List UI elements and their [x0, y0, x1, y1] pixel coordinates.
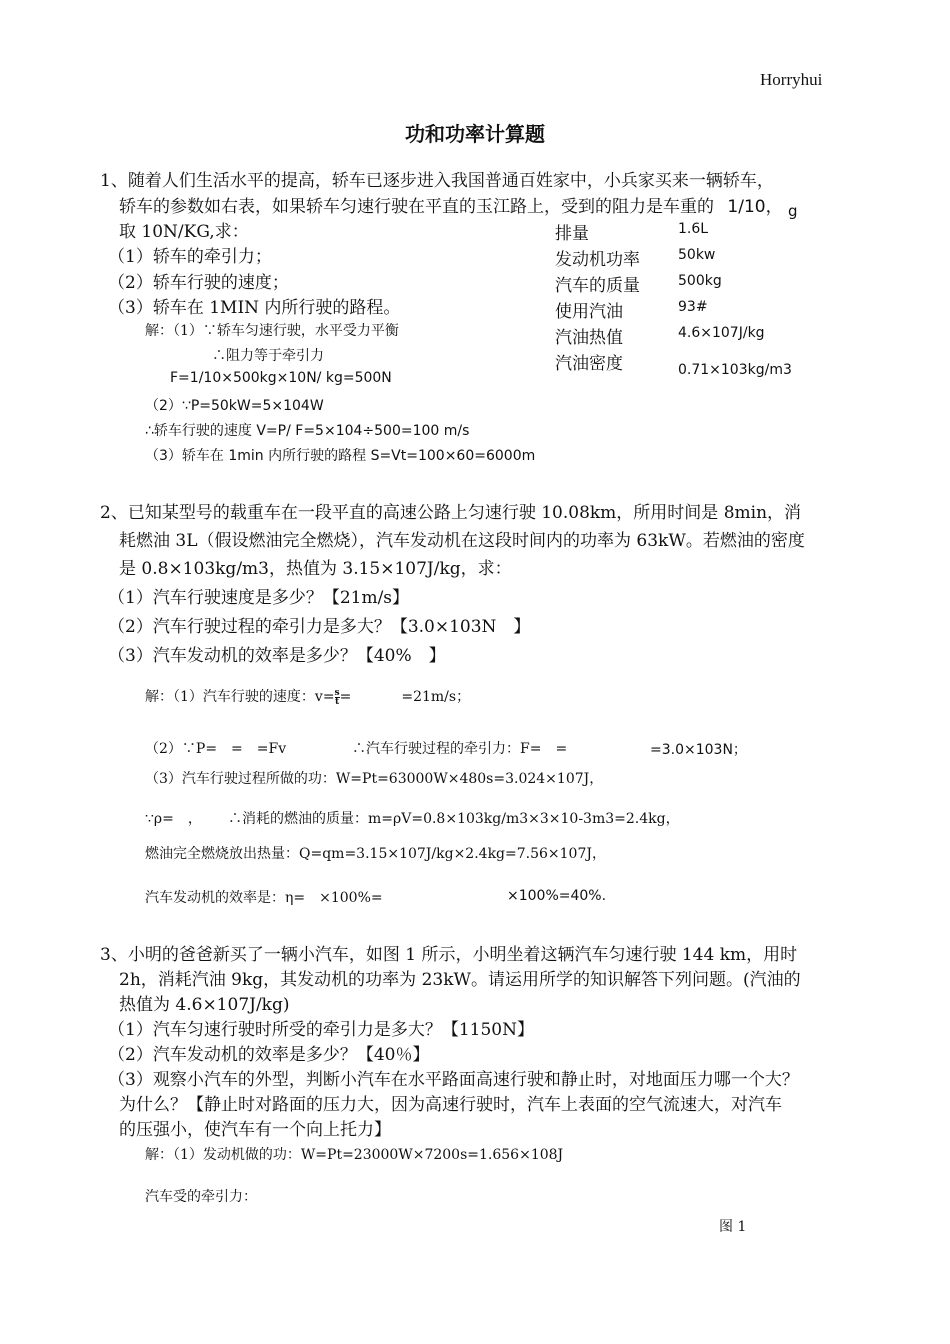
q3-sub-1: （1）汽车匀速行驶时所受的牵引力是多大？【1150N】: [108, 1020, 534, 1040]
q3-sub-3c: 的压强小，使汽车有一个向上托力】: [119, 1120, 391, 1140]
table-label: 汽车的质量: [555, 276, 640, 296]
figure-caption: 图 1: [719, 1219, 747, 1235]
q1-solution-5: ∴轿车行驶的速度 V=P/ F=5×104÷500=100 m/s: [145, 423, 470, 439]
table-label: 发动机功率: [555, 250, 640, 270]
q2-sub-3: （3）汽车发动机的效率是多少？【40% 】: [108, 646, 446, 666]
q1-line-2-text: 轿车的参数如右表，如果轿车匀速行驶在平直的玉江路上，受到的阻力是车重的: [119, 197, 714, 217]
q2-solution-1: [145, 686, 470, 706]
q1-line-3: 取 10N/KG,求：: [119, 222, 249, 242]
table-value: 93#: [678, 299, 708, 315]
table-label: 排量: [555, 224, 589, 244]
page-title: 功和功率计算题: [405, 122, 545, 146]
q3-solution-2: 汽车受的牵引力：: [145, 1189, 257, 1205]
q1-g: g: [788, 202, 798, 220]
q3-line-2: 2h，消耗汽油 9kg，其发动机的功率为 23kW。请运用所学的知识解答下列问题。(汽油的: [119, 970, 801, 990]
table-label: 汽油热值: [555, 328, 623, 348]
q2-line-3: 是 0.8×103kg/m3，热值为 3.15×107J/kg，求：: [119, 559, 512, 579]
q2-sol1-result: =21m/s；: [401, 689, 471, 705]
q1-sub-3: （3）轿车在 1MIN 内所行驶的路程。: [108, 298, 401, 318]
q2-solution-6b: ×100%=40%.: [507, 888, 607, 904]
q2-sol1-eq: =: [339, 689, 352, 705]
frac-denominator: t: [335, 696, 340, 707]
q3-sub-3a: （3）观察小汽车的外型，判断小汽车在水平路面高速行驶和静止时，对地面压力哪一个大？: [108, 1070, 799, 1090]
q1-solution-1: 解：（1）∵轿车匀速行驶，水平受力平衡: [145, 323, 399, 339]
q3-sub-3b: 为什么？【静止时对路面的压力大，因为高速行驶时，汽车上表面的空气流速大，对汽车: [119, 1095, 782, 1115]
table-row: [555, 349, 825, 389]
table-row: [555, 271, 825, 297]
table-row: [555, 245, 825, 271]
q2-line-2: 耗燃油 3L（假设燃油完全燃烧），汽车发动机在这段时间内的功率为 63kW。若燃油的密度: [119, 531, 805, 551]
q2-solution-6a: 汽车发动机的效率是：η= ×100%=: [145, 890, 383, 906]
q2-solution-2b: ∴汽车行驶过程的牵引力：F= =: [352, 741, 568, 757]
q3-line-1: 3、小明的爸爸新买了一辆小汽车，如图 1 所示，小明坐着这辆汽车匀速行驶 144 km，用时: [100, 945, 798, 965]
q1-solution-2: ∴阻力等于牵引力: [212, 348, 324, 364]
q2-sub-2: （2）汽车行驶过程的牵引力是多大？【3.0×103N 】: [108, 617, 531, 637]
table-row: [555, 323, 825, 349]
q1-line-2: 轿车的参数如右表，如果轿车匀速行驶在平直的玉江路上，受到的阻力是车重的 1/10， g: [119, 197, 798, 220]
q2-solution-5: 燃油完全燃烧放出热量：Q=qm=3.15×107J/kg×2.4kg=7.56×107J，: [145, 846, 606, 862]
q2-sub-1: （1）汽车行驶速度是多少？【21m/s】: [108, 588, 410, 608]
table-value: 50kw: [678, 247, 716, 263]
q2-solution-3: （3）汽车行驶过程所做的功：W=Pt=63000W×480s=3.024×107J，: [145, 771, 604, 787]
q2-solution-4a: ∵ρ= ，: [145, 811, 202, 827]
table-value: 500kg: [678, 273, 722, 289]
q3-solution-1: 解：（1）发动机做的功：W=Pt=23000W×7200s=1.656×108J: [145, 1147, 564, 1163]
frac-numerator: s: [334, 687, 340, 698]
car-parameters-table: [555, 219, 825, 389]
q3-line-3: 热值为 4.6×107J/kg): [119, 995, 290, 1015]
table-label: 汽油密度: [555, 354, 623, 374]
q1-solution-4: （2）∵P=50kW=5×104W: [145, 398, 324, 414]
table-label: 使用汽油: [555, 302, 623, 322]
table-value: 0.71×103kg/m3: [678, 362, 792, 378]
q1-sub-2: （2）轿车行驶的速度；: [108, 273, 289, 293]
q2-sol1-text: 解：（1）汽车行驶的速度：v=: [145, 689, 335, 705]
q1-solution-6: （3）轿车在 1min 内所行驶的路程 S=Vt=100×60=6000m: [145, 448, 536, 464]
q1-line-1: 1、随着人们生活水平的提高，轿车已逐步进入我国普通百姓家中，小兵家买来一辆轿车，: [100, 171, 774, 191]
table-value: 4.6×107J/kg: [678, 325, 765, 341]
q2-solution-4b: ∴消耗的燃油的质量：m=ρV=0.8×103kg/m3×3×10-3m3=2.4kg，: [228, 811, 680, 827]
q2-solution-2a: （2）∵P= = =Fv: [145, 741, 287, 757]
q2-line-1: 2、已知某型号的载重车在一段平直的高速公路上匀速行驶 10.08km，所用时间是 8min，消: [100, 503, 802, 523]
q1-ratio: 1/10: [727, 197, 766, 217]
table-row: [555, 219, 825, 245]
author-header: Horryhui: [760, 70, 823, 89]
table-row: [555, 297, 825, 323]
table-value: 1.6L: [678, 221, 709, 237]
q2-solution-2c: =3.0×103N；: [650, 742, 747, 758]
q1-sub-1: （1）轿车的牵引力；: [108, 247, 272, 267]
q3-sub-2: （2）汽车发动机的效率是多少？【40％】: [108, 1045, 430, 1065]
q1-solution-3: F=1/10×500kg×10N/ kg=500N: [170, 370, 392, 386]
